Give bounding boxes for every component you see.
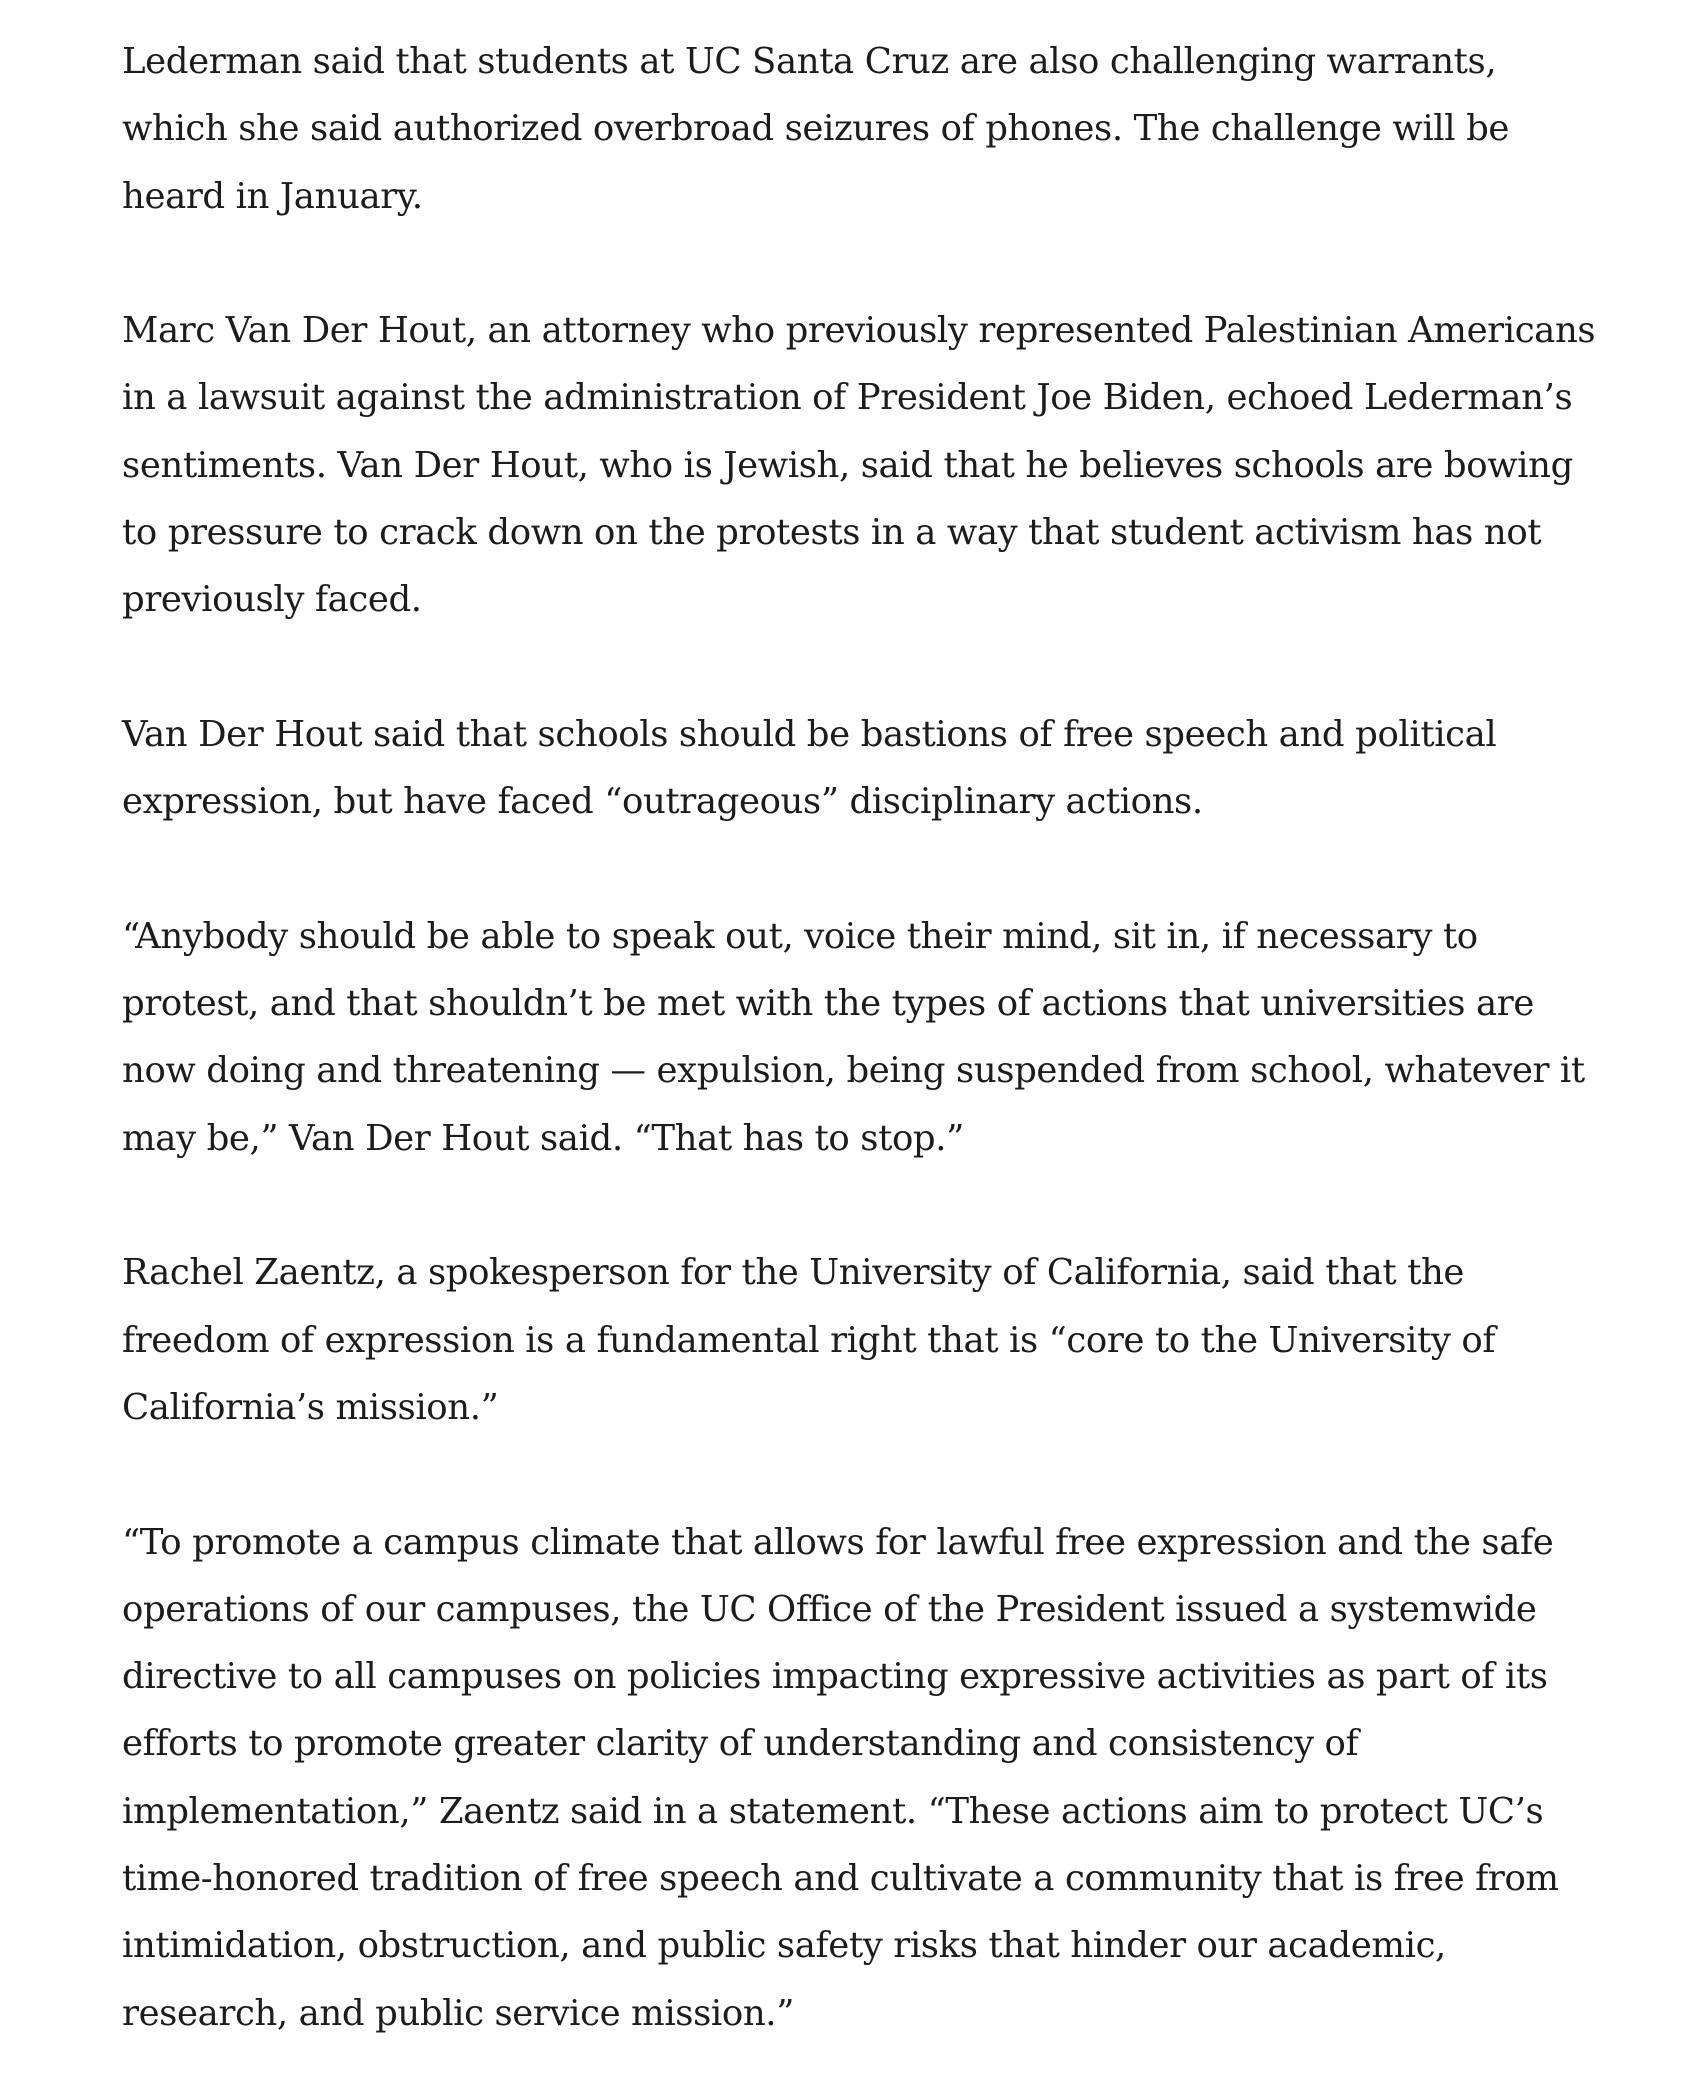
paragraph-zaentz-statement: “To promote a campus climate that allows for lawful free expression and the safe operations of our campuses, the UC Office of the President issued a systemwide directive to all campuses on policies impacting expressive activities as part of its efforts to promote greater clarity of understanding and consistency of implementation,” Zaentz said in a statement. “These actions aim to protect UC’s time-honored tradition of free speech and cultivate a community that is free from intimidation, obstruction, and public safety risks that hinder our academic, research, and public service mission.” bbox=[122, 1521, 1559, 2034]
paragraph-zaentz-intro: Rachel Zaentz, a spokesperson for the University of California, said that the freedom of expression is a fundamental right that is “core to the University of California’s mission.” bbox=[122, 1252, 1496, 1428]
paragraph-free-speech-bastions: Van Der Hout said that schools should be bastions of free speech and political expression, but have faced “outrageous” disciplinary actions. bbox=[122, 713, 1497, 823]
paragraph-lederman-warrants: Lederman said that students at UC Santa Cruz are also challenging warrants, which she said authorized overbroad seizures of phones. The challenge will be heard in January. bbox=[122, 41, 1510, 217]
article-body bbox=[122, 28, 1602, 2047]
paragraph-van-der-hout-intro: Marc Van Der Hout, an attorney who previously represented Palestinian Americans in a lawsuit against the administration of President Joe Biden, echoed Lederman’s sentiments. Van Der Hout, who is Jewish, said that he believes schools are bowing to pressure to crack down on the protests in a way that student activism has not previously faced. bbox=[122, 310, 1596, 621]
paragraph-van-der-hout-quote: “Anybody should be able to speak out, voice their mind, sit in, if necessary to protest, and that shouldn’t be met with the types of actions that universities are now doing and threatening — expulsion, being suspended from school, whatever it may be,” Van Der Hout said. “That has to stop.” bbox=[122, 915, 1585, 1159]
